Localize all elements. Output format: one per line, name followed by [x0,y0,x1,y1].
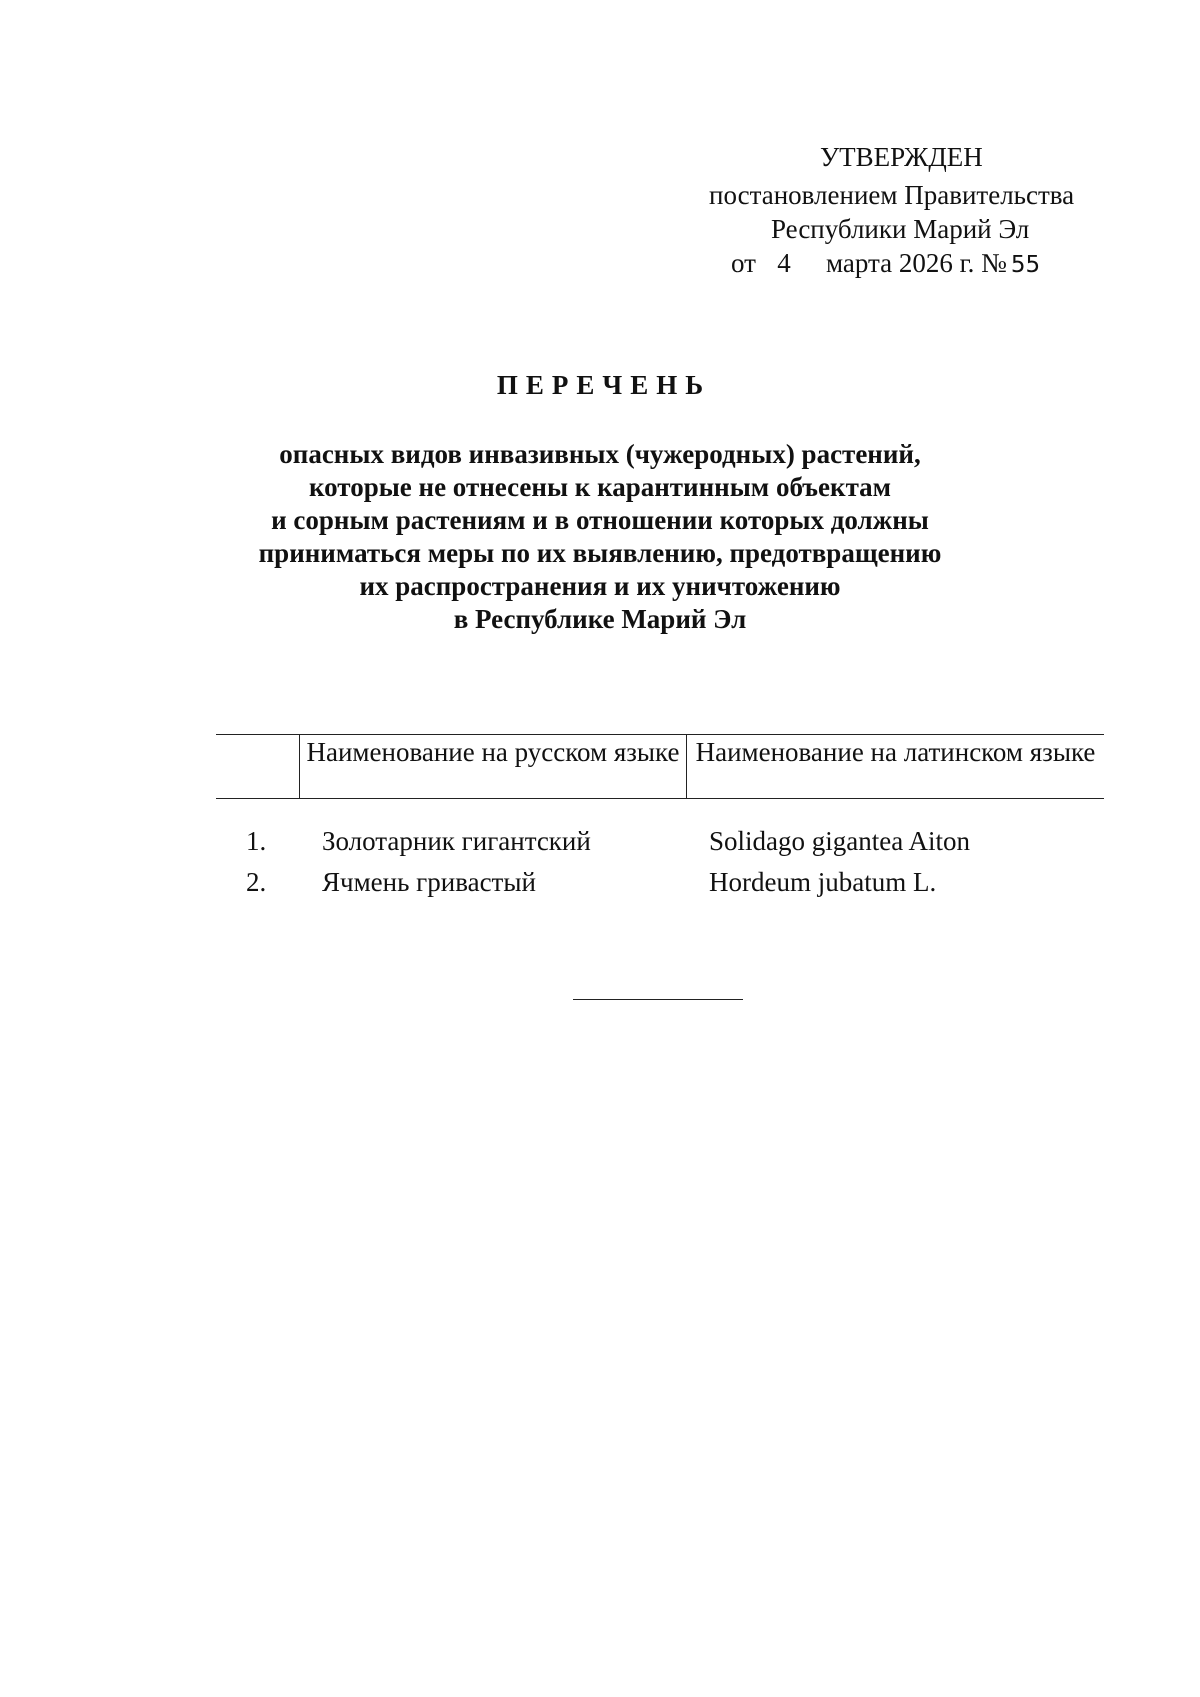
row-russian-name: Ячмень гривастый [322,867,536,897]
approval-line-resolution: постановлением Правительства [709,180,1075,210]
number-sign: № [981,248,1007,278]
document-title: ПЕРЕЧЕНЬ [496,370,712,400]
closing-rule [573,999,743,1000]
resolution-number: 55 [1010,252,1041,278]
approval-date-line [731,246,1040,282]
table-row [216,824,1104,864]
approval-line-republic: Республики Марий Эл [771,214,1030,244]
row-latin-name: Hordeum jubatum L. [709,867,937,897]
row-russian-name: Золотарник гигантский [322,826,591,856]
date-month-year: марта 2026 г. [825,248,975,278]
subtitle-line: которые не отнесены к карантинным объектам [308,472,892,502]
date-day: 4 [777,248,791,278]
row-number: 2. [246,867,267,897]
date-prefix: от [731,248,756,278]
approval-heading: УТВЕРЖДЕН [820,142,983,172]
subtitle-line: в Республике Марий Эл [453,604,747,634]
table-header-rule [216,798,1104,799]
row-number: 1. [246,826,267,856]
subtitle-line: их распространения и их уничтожению [359,571,841,601]
header-latin-name: Наименование на латинском языке [695,737,1096,767]
row-latin-name: Solidago gigantea Aiton [709,826,970,856]
subtitle-line: приниматься меры по их выявлению, предотвращению [258,538,942,568]
subtitle-line: опасных видов инвазивных (чужеродных) растений, [279,439,921,469]
subtitle-line: и сорным растениям и в отношении которых должны [271,505,929,535]
header-russian-name: Наименование на русском языке [306,737,680,767]
table-row [216,865,1104,905]
table-top-rule [216,734,1104,735]
document-subtitle [0,438,1200,636]
